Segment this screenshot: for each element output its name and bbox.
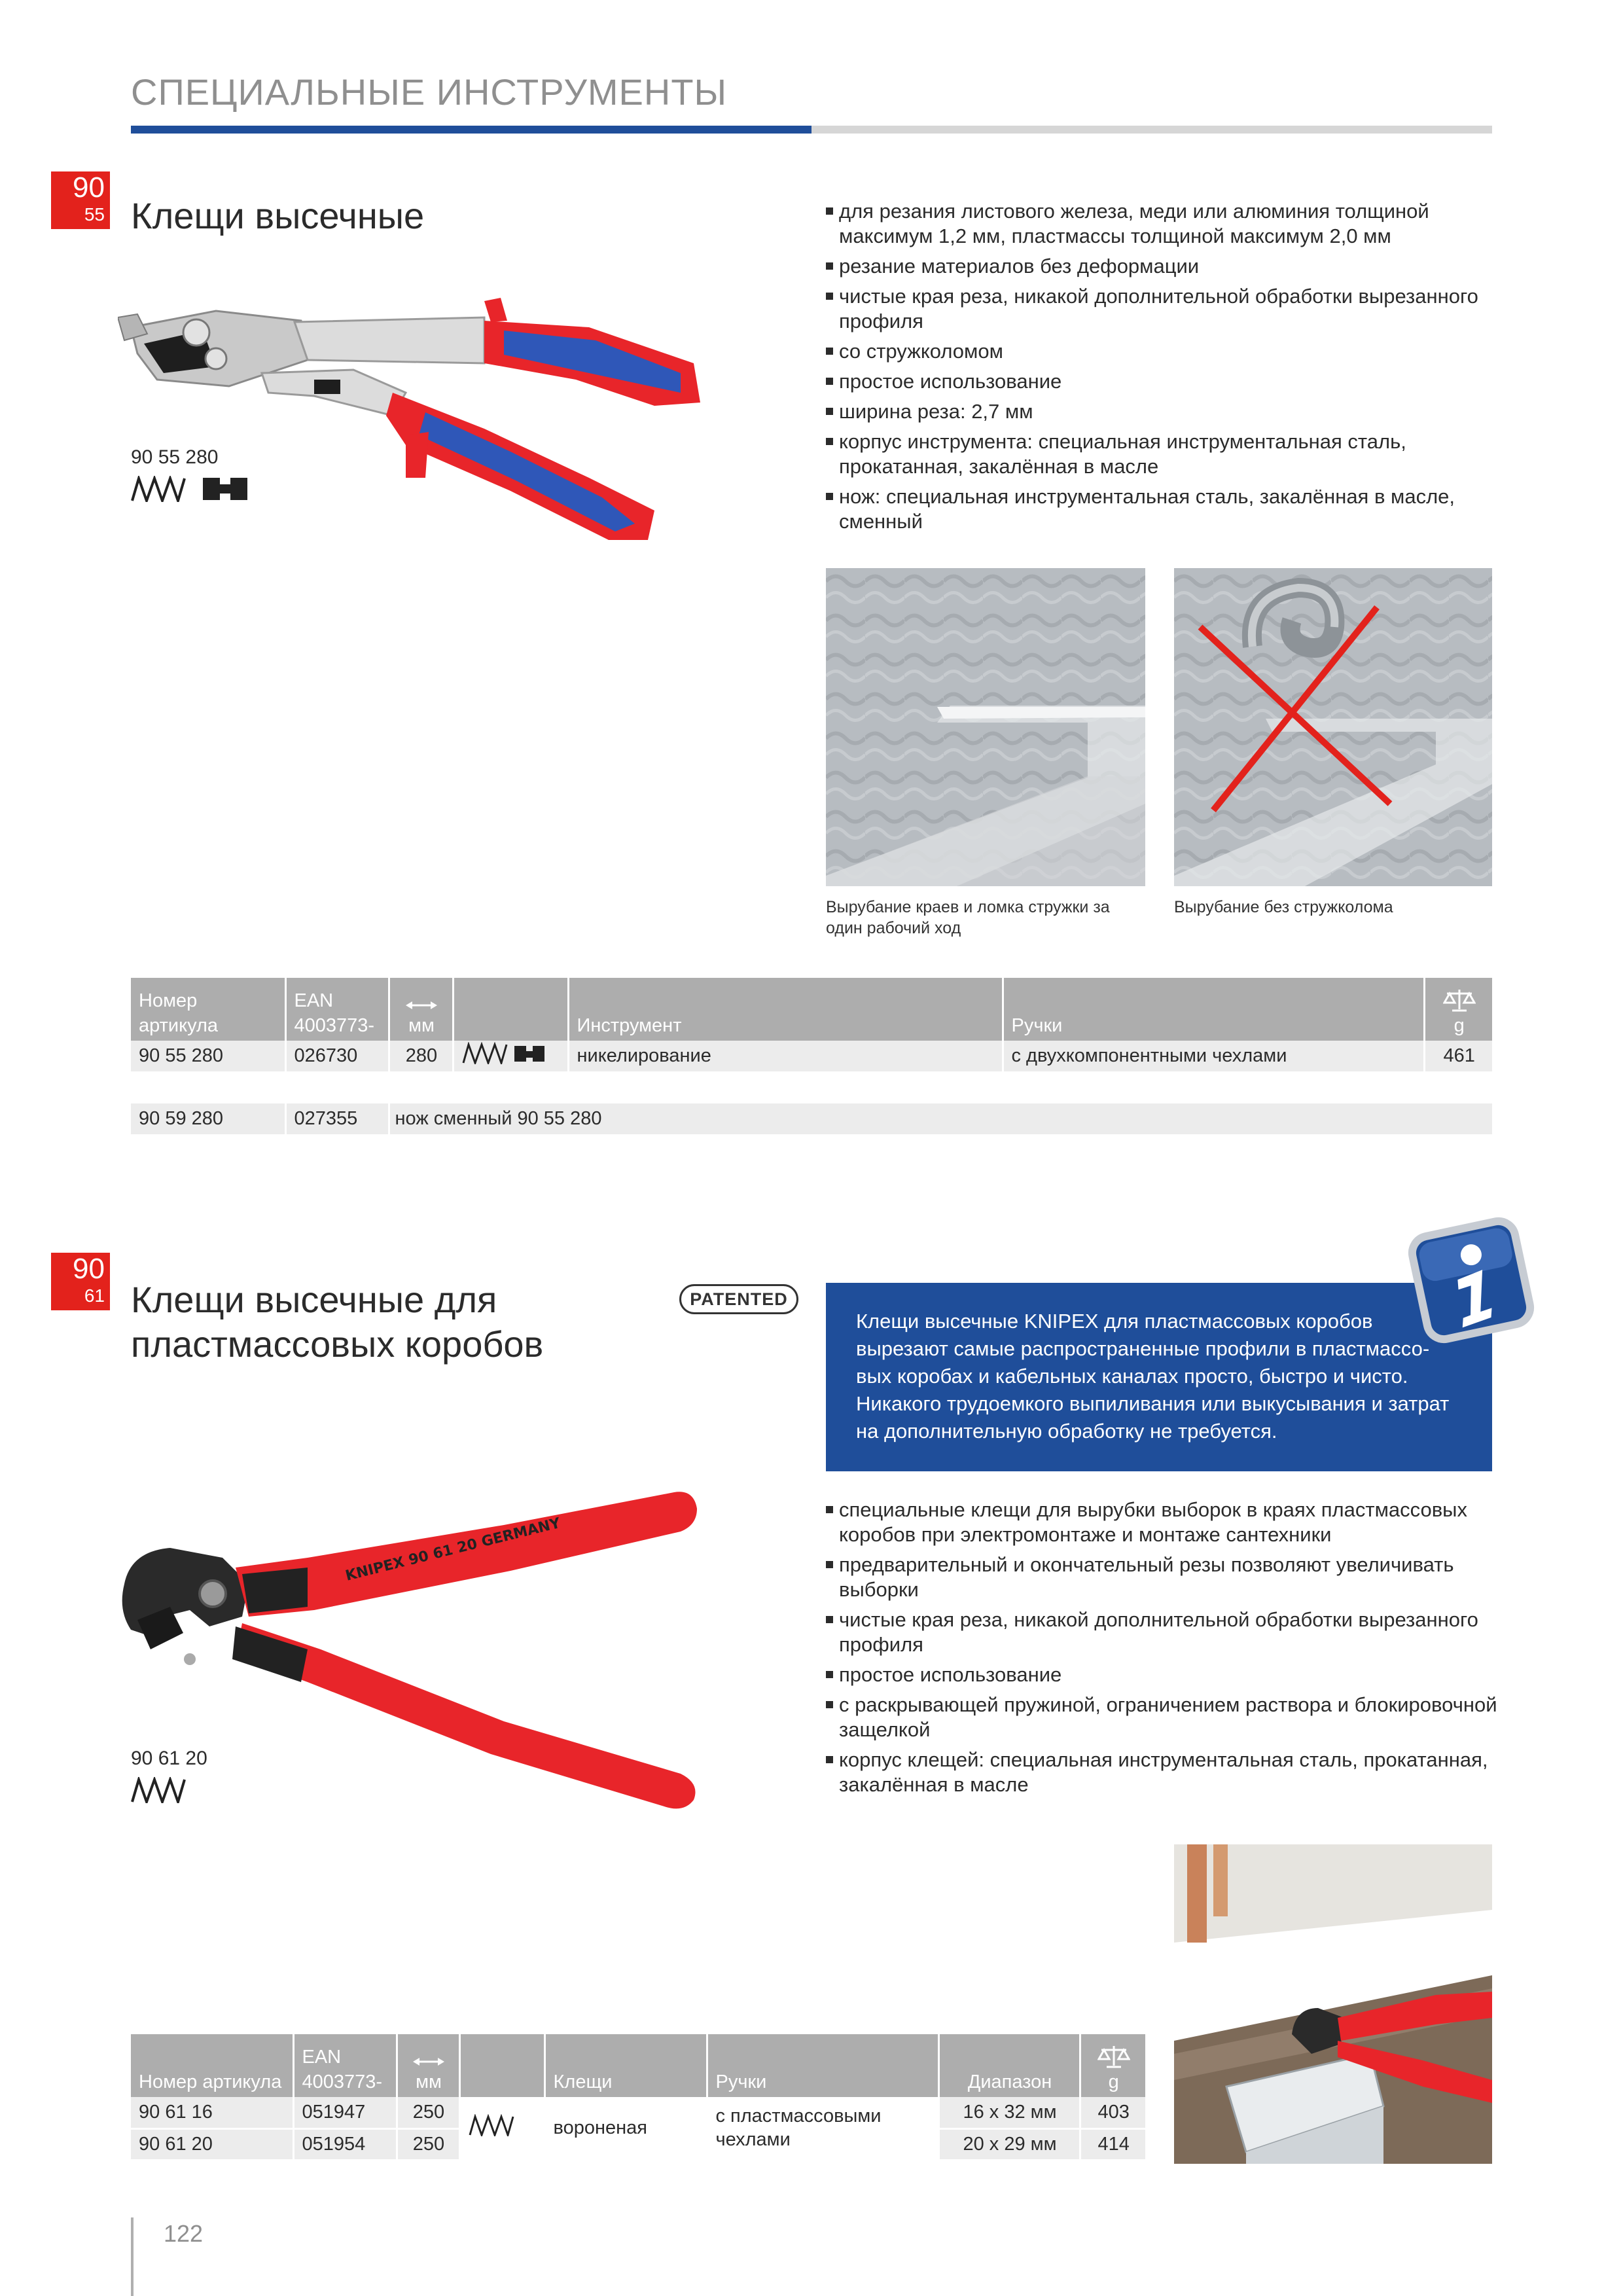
feature-item: предварительный и окончательный резы позволяют увеличивать выборки xyxy=(826,1552,1500,1602)
info-box xyxy=(826,1283,1492,1471)
cell-ean: 051954 xyxy=(293,2128,397,2160)
section-title-line: пластмассовых коробов xyxy=(131,1323,544,1365)
feature-list xyxy=(826,1498,1500,1803)
info-icon xyxy=(1406,1215,1537,1346)
cell-pliers-finish: вороненая xyxy=(544,2097,707,2160)
table-row xyxy=(131,1041,1492,1072)
feature-item: корпус клещей: специальная инструментальная сталь, прокатанная, закалённая в масле xyxy=(826,1748,1500,1797)
feature-item: простое использование xyxy=(826,1662,1500,1687)
table-row xyxy=(131,1103,1492,1135)
feature-item: ширина реза: 2,7 мм xyxy=(826,399,1493,424)
column-header-weight xyxy=(1424,978,1492,1041)
badge-subnumber: 61 xyxy=(84,1285,105,1306)
column-header-weight xyxy=(1080,2034,1145,2097)
symbol-row xyxy=(131,1774,186,1806)
spec-table-90-55 xyxy=(131,978,1492,1073)
column-header-article: Номер артикула xyxy=(131,978,285,1041)
info-text: Клещи высечные KNIPEX для пластмассовых коробов вырезают самые распространенные профили в пластмассо-вых коробах и кабельных каналах просто, быстро и чисто. Никакого трудоемкого выпиливания или выкусывания и затрат на дополнительную обработку не требуется. xyxy=(856,1310,1450,1443)
column-header-tool: Инструмент xyxy=(568,978,1003,1041)
cell-description: нож сменный 90 55 280 xyxy=(389,1103,1492,1135)
cell-handles: с пластмассовыми чехлами xyxy=(707,2097,938,2160)
cut-with-chip-breaker-photo xyxy=(826,568,1145,886)
page-header-title: СПЕЦИАЛЬНЫЕ ИНСТРУМЕНТЫ xyxy=(131,71,728,113)
header-rule-gray xyxy=(812,126,1492,134)
feature-item: чистые края реза, никакой дополнительной обработки вырезанного профиля xyxy=(826,284,1493,334)
column-header-length xyxy=(397,2034,459,2097)
cell-weight: 461 xyxy=(1424,1041,1492,1072)
cell-length: 250 xyxy=(397,2128,459,2160)
photo-caption: Вырубание краев и ломка стружки за один рабочий ход xyxy=(826,898,1110,937)
column-header-handles: Ручки xyxy=(707,2034,938,2097)
cell-ean: 026730 xyxy=(285,1041,389,1072)
column-header-symbols xyxy=(459,2034,544,2097)
column-header-range: Диапазон xyxy=(938,2034,1080,2097)
feature-item: простое использование xyxy=(826,369,1493,394)
cell-symbols xyxy=(459,2097,544,2160)
weight-scale-icon xyxy=(1097,2043,1130,2070)
feature-item: чистые края реза, никакой дополнительной обработки вырезанного профиля xyxy=(826,1607,1500,1657)
cell-length: 250 xyxy=(397,2097,459,2128)
multi-component-handle-icon xyxy=(200,474,250,504)
column-header-ean: EAN 4003773- xyxy=(285,978,389,1041)
badge-number: 90 xyxy=(73,171,105,204)
section-title-line: Клещи высечные xyxy=(131,195,425,236)
cell-weight: 403 xyxy=(1080,2097,1145,2128)
group-badge-90-55 xyxy=(51,171,110,229)
table-row xyxy=(131,2097,1145,2128)
column-header-pliers: Клещи xyxy=(544,2034,707,2097)
column-header-ean: EAN 4003773- xyxy=(293,2034,397,2097)
cell-article: 90 61 16 xyxy=(131,2097,293,2128)
header-rule-blue xyxy=(131,126,812,134)
feature-item: с раскрывающей пружиной, ограничением раствора и блокировочной защелкой xyxy=(826,1693,1500,1742)
cell-article: 90 55 280 xyxy=(131,1041,285,1072)
feature-item: нож: специальная инструментальная сталь, закалённая в масле, сменный xyxy=(826,484,1493,534)
feature-item: со стружколомом xyxy=(826,339,1493,364)
column-header-symbols xyxy=(453,978,568,1041)
length-unit: мм xyxy=(408,1015,435,1036)
cell-length: 280 xyxy=(389,1041,453,1072)
page-number: 122 xyxy=(164,2220,204,2247)
badge-number: 90 xyxy=(73,1253,105,1285)
length-unit: мм xyxy=(416,2072,442,2092)
feature-item: резание материалов без деформации xyxy=(826,254,1493,279)
cell-article: 90 61 20 xyxy=(131,2128,293,2160)
group-badge-90-61 xyxy=(51,1253,110,1310)
cell-range: 16 x 32 мм xyxy=(938,2097,1080,2128)
column-header-length xyxy=(389,978,453,1041)
tool-marking: KNIPEX 90 61 20 GERMANY xyxy=(344,1515,562,1585)
feature-item: специальные клещи для вырубки выборок в краях пластмассовых коробов при электромонтаже и монтаже сантехники xyxy=(826,1498,1500,1547)
feature-list xyxy=(826,199,1493,539)
length-arrow-icon xyxy=(413,2055,444,2068)
cell-range: 20 x 29 мм xyxy=(938,2128,1080,2160)
sheet-metal-cutting-icon xyxy=(469,2114,514,2136)
tool-symbols-icon xyxy=(462,1042,547,1064)
application-photo xyxy=(1174,1844,1492,2164)
badge-subnumber: 55 xyxy=(84,204,105,224)
sheet-metal-cutting-icon xyxy=(131,476,186,502)
photo-caption: Вырубание без стружколома xyxy=(1174,898,1393,916)
section-title xyxy=(131,1278,543,1367)
cell-symbols xyxy=(453,1041,568,1072)
weight-scale-icon xyxy=(1443,987,1476,1013)
spec-table-90-61 xyxy=(131,2034,1145,2161)
feature-item: для резания листового железа, меди или алюминия толщиной максимум 1,2 мм, пластмассы толщиной максимум 2,0 мм xyxy=(826,199,1493,249)
nibbler-shears-image xyxy=(118,281,707,556)
spare-part-table xyxy=(131,1103,1492,1136)
page-number-rule xyxy=(131,2217,134,2296)
cell-weight: 414 xyxy=(1080,2128,1145,2160)
section-title xyxy=(131,194,424,238)
cell-handles: с двухкомпонентными чехлами xyxy=(1003,1041,1424,1072)
weight-unit: g xyxy=(1454,1015,1465,1036)
column-header-article: Номер артикула xyxy=(131,2034,293,2097)
length-arrow-icon xyxy=(406,999,437,1012)
cell-ean: 051947 xyxy=(293,2097,397,2128)
weight-unit: g xyxy=(1108,2072,1119,2092)
cell-tool-finish: никелирование xyxy=(568,1041,1003,1072)
cut-without-chip-breaker-photo xyxy=(1174,568,1492,886)
cell-article: 90 59 280 xyxy=(131,1103,285,1135)
section-title-line: Клещи высечные для xyxy=(131,1279,497,1320)
feature-item: корпус инструмента: специальная инструментальная сталь, прокатанная, закалённая в масле xyxy=(826,429,1493,479)
column-header-handles: Ручки xyxy=(1003,978,1424,1041)
sheet-metal-cutting-icon xyxy=(131,1777,186,1803)
symbol-row xyxy=(131,473,250,505)
article-number-label: 90 55 280 xyxy=(131,446,219,468)
cell-ean: 027355 xyxy=(285,1103,389,1135)
patented-badge: PATENTED xyxy=(679,1284,798,1314)
article-number-label: 90 61 20 xyxy=(131,1748,207,1769)
